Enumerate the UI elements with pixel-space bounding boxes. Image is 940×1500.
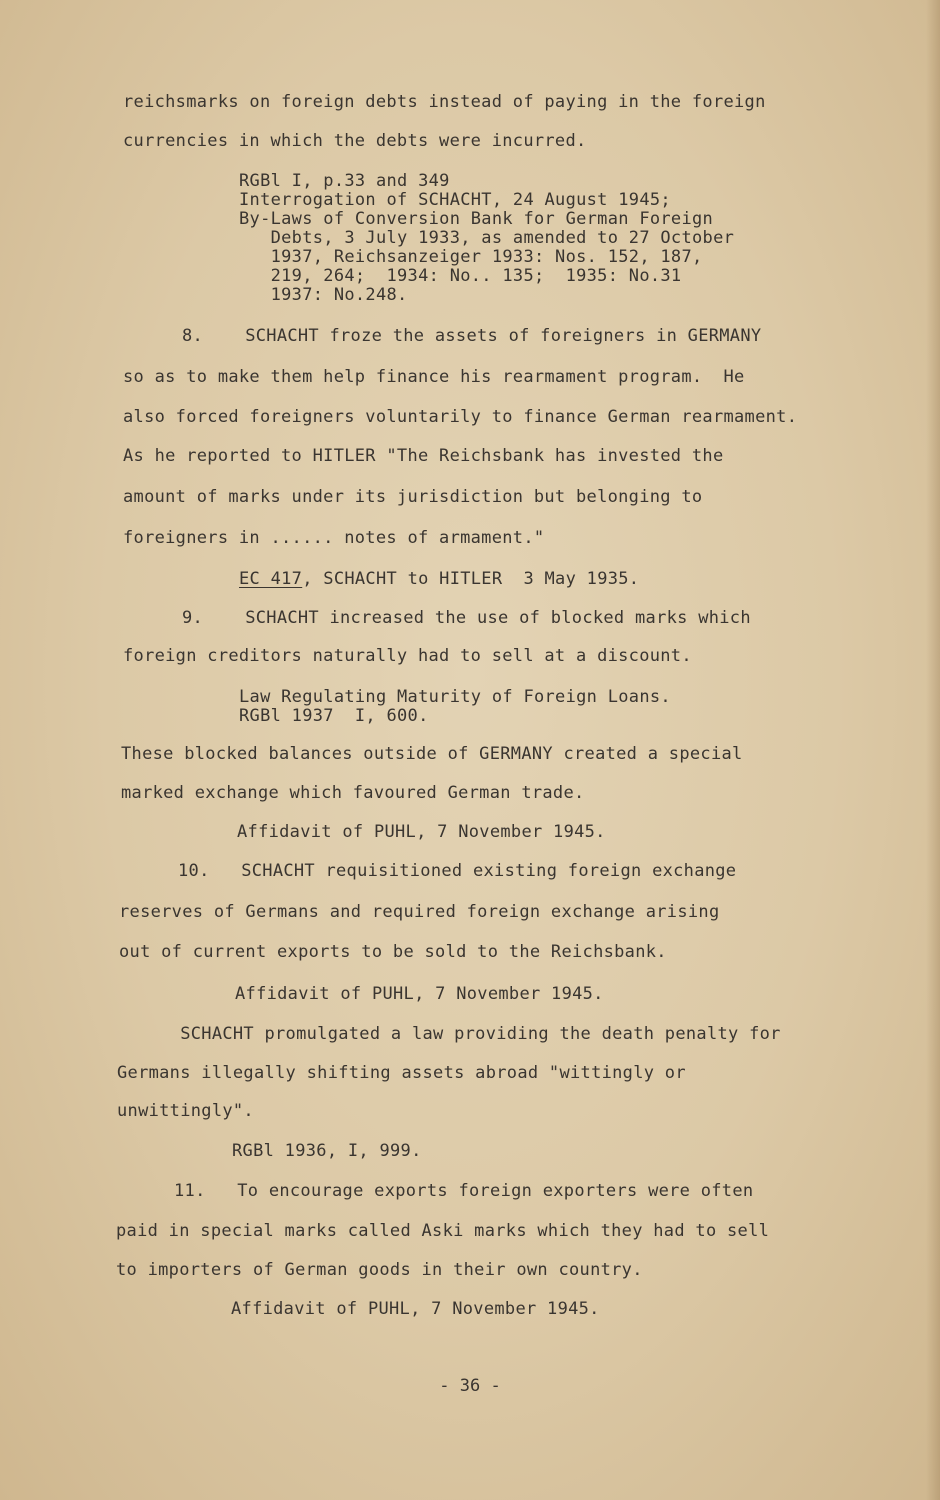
paragraph-11-line: 11. To encourage exports foreign exporters were often — [174, 1181, 754, 1201]
paragraph-11-line: to importers of German goods in their own country. — [116, 1260, 643, 1280]
citation-line: 1937, Reichsanzeiger 1933: Nos. 152, 187, — [239, 247, 703, 267]
source-line — [239, 569, 639, 589]
paragraph-10-line: Germans illegally shifting assets abroad "wittingly or — [117, 1063, 686, 1083]
text-line: currencies in which the debts were incurred. — [123, 131, 587, 151]
source-line: RGBl 1936, I, 999. — [232, 1141, 422, 1161]
paragraph-10-line: reserves of Germans and required foreign exchange arising — [119, 902, 720, 922]
citation-line: Law Regulating Maturity of Foreign Loans. — [239, 687, 671, 707]
citation-line: 219, 264; 1934: No.. 135; 1935: No.31 — [239, 266, 682, 286]
page-edge-shadow — [926, 0, 940, 1500]
paragraph-8-line: so as to make them help finance his rearmament program. He — [123, 367, 745, 387]
citation-line: By-Laws of Conversion Bank for German Foreign — [239, 209, 714, 229]
paragraph-10-line: unwittingly". — [117, 1101, 254, 1121]
exhibit-reference: EC 417 — [239, 569, 303, 589]
source-line: Affidavit of PUHL, 7 November 1945. — [235, 984, 604, 1004]
citation-line: Interrogation of SCHACHT, 24 August 1945; — [239, 190, 671, 210]
source-line: Affidavit of PUHL, 7 November 1945. — [237, 822, 606, 842]
citation-line: RGBl 1937 I, 600. — [239, 706, 429, 726]
paragraph-10-line: SCHACHT promulgated a law providing the death penalty for — [117, 1024, 781, 1044]
citation-line: Debts, 3 July 1933, as amended to 27 October — [239, 228, 735, 248]
paragraph-9-line: marked exchange which favoured German trade. — [121, 783, 585, 803]
source-text: , SCHACHT to HITLER 3 May 1935. — [302, 569, 640, 589]
paragraph-8-line: amount of marks under its jurisdiction but belonging to — [123, 487, 703, 507]
paragraph-11-line: paid in special marks called Aski marks which they had to sell — [116, 1221, 770, 1241]
citation-line: RGBl I, p.33 and 349 — [239, 171, 450, 191]
paragraph-8-line: also forced foreigners voluntarily to finance German rearmament. — [123, 407, 798, 427]
paragraph-9-line: 9. SCHACHT increased the use of blocked marks which — [182, 608, 751, 628]
paragraph-9-line: These blocked balances outside of GERMANY created a special — [121, 744, 743, 764]
text-line: reichsmarks on foreign debts instead of paying in the foreign — [123, 92, 766, 112]
paragraph-8-line: foreigners in ...... notes of armament." — [123, 528, 545, 548]
paragraph-8-line: 8. SCHACHT froze the assets of foreigners in GERMANY — [182, 326, 762, 346]
paragraph-9-line: foreign creditors naturally had to sell at a discount. — [123, 646, 692, 666]
paragraph-10-line: out of current exports to be sold to the Reichsbank. — [119, 942, 667, 962]
paragraph-8-line: As he reported to HITLER "The Reichsbank has invested the — [123, 446, 724, 466]
page-number: - 36 - — [439, 1376, 501, 1396]
source-line: Affidavit of PUHL, 7 November 1945. — [231, 1299, 600, 1319]
citation-line: 1937: No.248. — [239, 285, 408, 305]
paragraph-10-line: 10. SCHACHT requisitioned existing foreign exchange — [178, 861, 737, 881]
